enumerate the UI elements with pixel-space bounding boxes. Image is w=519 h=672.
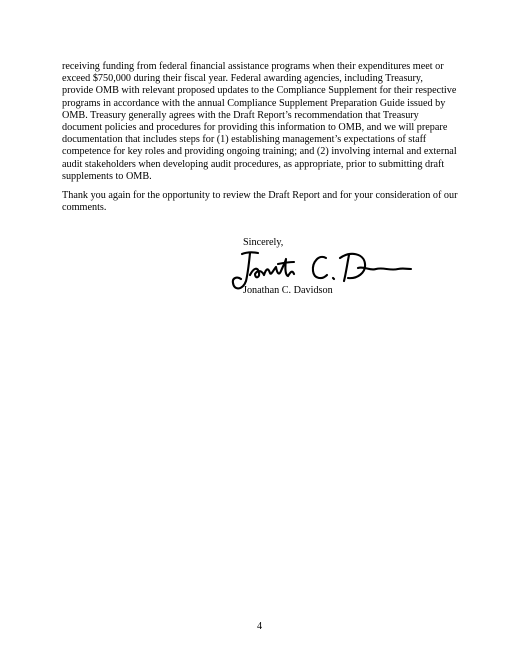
body-paragraph-1 xyxy=(62,61,474,183)
body-line: comments. xyxy=(62,202,107,214)
page-number: 4 xyxy=(256,621,263,632)
body-line: receiving funding from federal financial assistance programs when their expenditures meet or xyxy=(62,61,444,72)
body-line: supplements to OMB. xyxy=(62,170,152,182)
body-line: OMB. Treasury generally agrees with the Draft Report’s recommendation that Treasury xyxy=(62,109,419,121)
body-line: Thank you again for the opportunity to review the Draft Report and for your consideration of our xyxy=(62,190,458,201)
body-line: documentation that includes steps for (1) establishing management’s expectations of staff xyxy=(62,134,427,146)
body-line: provide OMB with relevant proposed updates to the Compliance Supplement for their respective xyxy=(62,85,457,97)
body-line: exceed $750,000 during their fiscal year. Federal awarding agencies, including Treasury, xyxy=(62,73,423,85)
body-paragraph-2 xyxy=(62,190,474,214)
body-line: programs in accordance with the annual Compliance Supplement Preparation Guide issued by xyxy=(62,97,446,109)
body-line: competence for key roles and providing ongoing training; and (2) involving internal and external xyxy=(62,146,457,158)
body-line: audit stakeholders when developing audit procedures, as appropriate, prior to submitting draft xyxy=(62,158,445,170)
closing-salutation: Sincerely, xyxy=(243,237,284,248)
body-line: document policies and procedures for providing this information to OMB, and we will prepare xyxy=(62,122,448,134)
signer-name: Jonathan C. Davidson xyxy=(243,285,333,296)
